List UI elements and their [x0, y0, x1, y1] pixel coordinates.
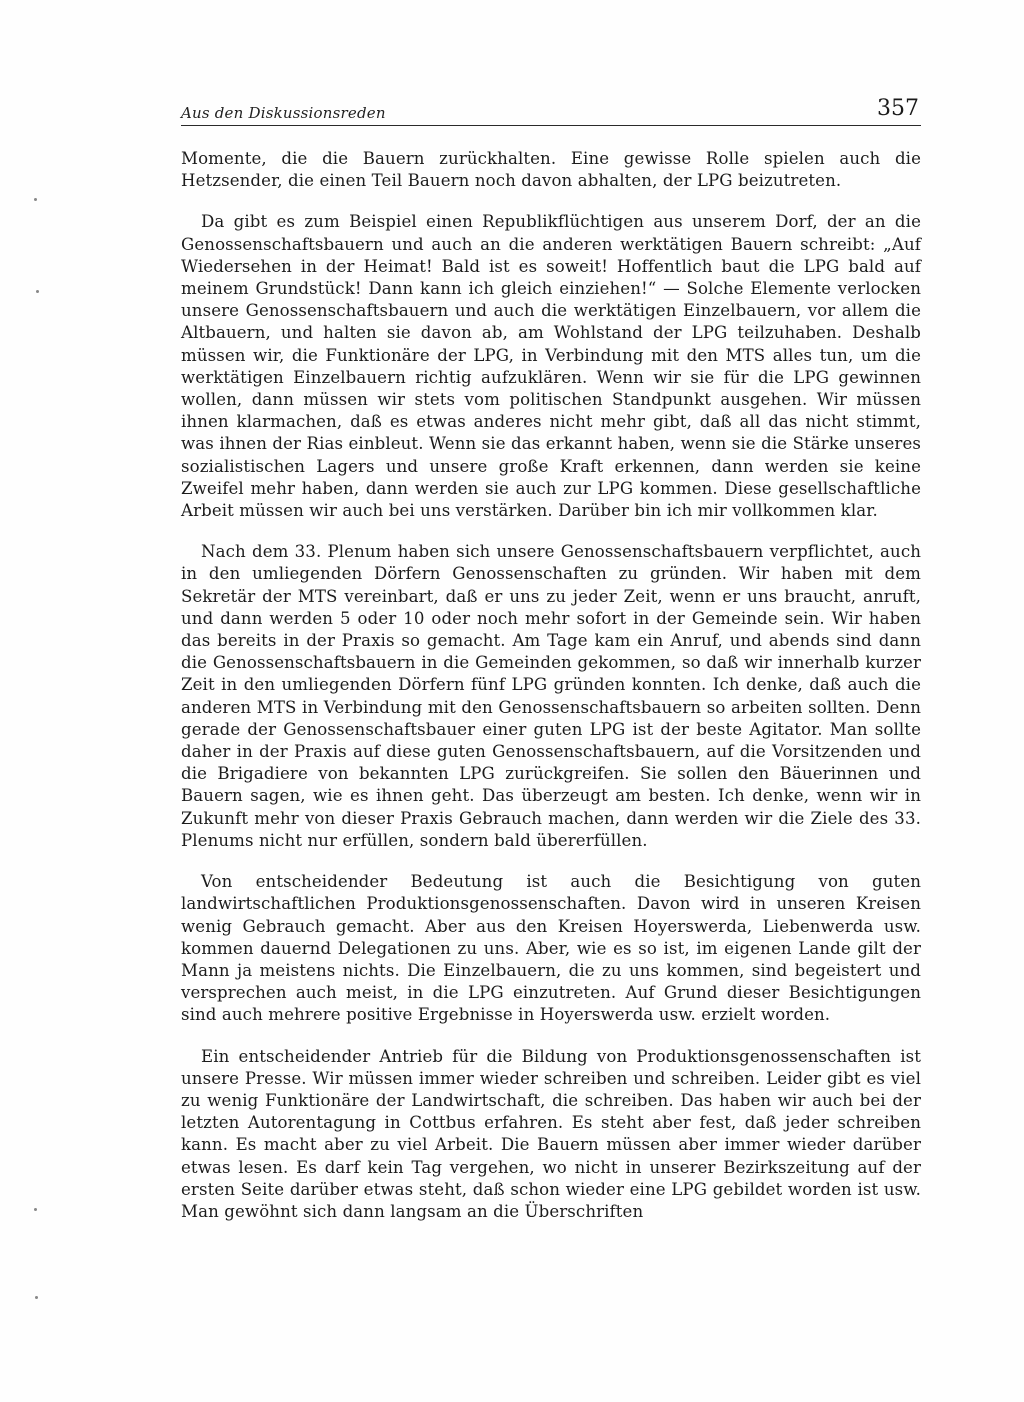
page-number: 357 — [877, 96, 919, 121]
header-rule — [181, 125, 921, 126]
paragraph-5: Ein entscheidender Antrieb für die Bildung von Produktionsgenossenschaften ist unsere Presse. Wir müssen immer wieder schreiben und schreiben. Leider gibt es viel zu wenig Funktionäre der Landwirtschaft, die schreiben. Das haben wir auch bei der letzten Autorentagung in Cottbus erfahren. Es steht aber fest, daß jeder schreiben kann. Es macht aber zu viel Arbeit. Die Bauern müssen aber immer wieder darüber etwas lesen. Es darf kein Tag vergehen, wo nicht in unserer Bezirkszeitung auf der ersten Seite darüber etwas steht, daß schon wieder eine LPG gebildet worden ist usw. Man gewöhnt sich dann langsam an die Überschriften — [181, 1046, 921, 1221]
running-header — [181, 96, 921, 126]
scan-speck — [35, 1296, 38, 1299]
paragraph-3: Nach dem 33. Plenum haben sich unsere Genossenschaftsbauern verpflichtet, auch in den umliegenden Dörfern Genossenschaften zu gründen. Wir haben mit dem Sekretär der MTS vereinbart, daß er uns zu jeder Zeit, wenn er uns braucht, anruft, und dann werden 5 oder 10 oder noch mehr sofort in der Gemeinde sein. Wir haben das bereits in der Praxis so gemacht. Am Tage kam ein Anruf, und abends sind dann die Genossenschaftsbauern in die Gemeinden gekommen, so daß wir innerhalb kurzer Zeit in den umliegenden Dörfern fünf LPG gründen konnten. Ich denke, daß auch die anderen MTS in Verbindung mit den Genossenschaftsbauern so arbeiten sollten. Denn gerade der Genossenschaftsbauer einer guten LPG ist der beste Agitator. Man sollte daher in der Praxis auf diese guten Genossenschaftsbauern, auf die Vorsitzenden und die Brigadiere von bekannten LPG zurückgreifen. Sie sollen den Bäuerinnen und Bauern sagen, wie es ihnen geht. Das überzeugt am besten. Ich denke, wenn wir in Zukunft mehr von dieser Praxis Gebrauch machen, dann werden wir die Ziele des 33. Plenums nicht nur erfüllen, sondern bald übererfüllen. — [181, 542, 921, 850]
paragraph-1: Momente, die die Bauern zurückhalten. Eine gewisse Rolle spielen auch die Hetzsender, die einen Teil Bauern noch davon abhalten, der LPG beizutreten. — [181, 149, 921, 191]
body-text — [181, 148, 921, 1242]
running-title: Aus den Diskussionsreden — [181, 104, 386, 122]
paragraph-2: Da gibt es zum Beispiel einen Republikflüchtigen aus unserem Dorf, der an die Genossenschaftsbauern und auch an die anderen werktätigen Bauern schreibt: „Auf Wiedersehen in der Heimat! Bald ist es soweit! Hoffentlich baut die LPG bald auf meinem Grundstück! Dann kann ich gleich einziehen!“ — Solche Elemente verlocken unsere Genossenschaftsbauern und auch die werktätigen Einzelbauern, vor allem die Altbauern, und halten sie davon ab, am Wohlstand der LPG teilzuhaben. Deshalb müssen wir, die Funktionäre der LPG, in Verbindung mit den MTS alles tun, um die werktätigen Einzelbauern richtig aufzuklären. Wenn wir sie für die LPG gewinnen wollen, dann müssen wir stets vom politischen Standpunkt ausgehen. Wir müssen ihnen klarmachen, daß es etwas anderes nicht mehr gibt, daß all das nicht stimmt, was ihnen der Rias einbleut. Wenn sie das erkannt haben, wenn sie die Stärke unseres sozialistischen Lagers und unsere große Kraft erkennen, dann werden sie keine Zweifel mehr haben, dann werden sie auch zur LPG kommen. Diese gesellschaftliche Arbeit müssen wir auch bei uns verstärken. Darüber bin ich mir vollkommen klar. — [181, 212, 921, 521]
scan-speck — [36, 290, 39, 293]
scan-speck — [34, 1208, 37, 1211]
scan-speck — [34, 198, 37, 201]
paragraph-4: Von entscheidender Bedeutung ist auch die Besichtigung von guten landwirtschaftlichen Produktionsgenossenschaften. Davon wird in unseren Kreisen wenig Gebrauch gemacht. Aber aus den Kreisen Hoyerswerda, Liebenwerda usw. kommen dauernd Delegationen zu uns. Aber, wie es so ist, im eigenen Lande gilt der Mann ja meistens nichts. Die Einzelbauern, die zu uns kommen, sind begeistert und versprechen auch meist, in die LPG einzutreten. Auf Grund dieser Besichtigungen sind auch mehrere positive Ergebnisse in Hoyerswerda usw. erzielt worden. — [181, 872, 921, 1025]
